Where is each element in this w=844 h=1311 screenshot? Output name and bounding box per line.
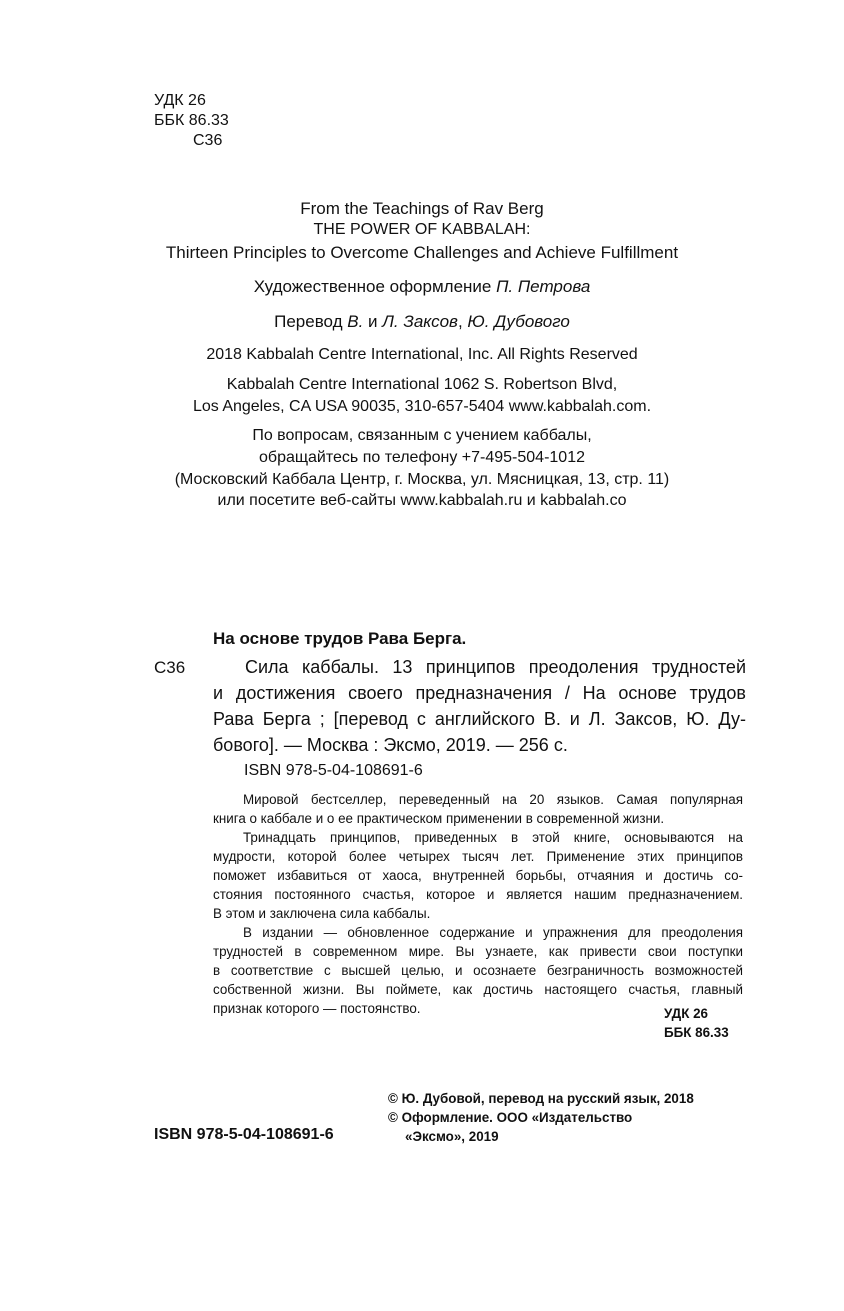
contact-line-1: По вопросам, связанным с учением каббалы, [252, 427, 592, 444]
original-author-line: From the Teachings of Rav Berg [300, 199, 544, 218]
rights-reserved-line: 2018 Kabbalah Centre International, Inc. All Rights Reserved [206, 346, 638, 363]
footer-isbn: ISBN 978-5-04-108691-6 [154, 1126, 334, 1143]
designer-name: П. Петрова [496, 277, 591, 296]
translator-3: Ю. Дубового [467, 312, 570, 331]
annotation-line: поможет избавиться от хаоса, внутренней борьбы, отчаяния и достичь со- [213, 868, 743, 883]
original-title-line: THE POWER OF KABBALAH: [313, 221, 531, 238]
footer-copyright-2: © Оформление. ООО «Издательство [388, 1110, 633, 1125]
bbk-code: ББК 86.33 [154, 112, 229, 129]
annotation-line: собственной жизни. Вы поймете, как достичь настоящего счастья, главный [213, 982, 743, 997]
address-line-2: Los Angeles, CA USA 90035, 310-657-5404 www.kabbalah.com. [192, 398, 652, 415]
translation-and: и [363, 312, 383, 331]
annotation-line: признак которого — постоянство. [213, 1001, 421, 1016]
annotation-line: Тринадцать принципов, приведенных в этой книге, основываются на [243, 830, 743, 845]
catalog-entry-line: и достижения своего предназначения / На основе трудов [213, 683, 746, 703]
catalog-heading: На основе трудов Рава Берга. [213, 629, 467, 648]
annotation-line: стояния постоянного счастья, которое и является нашим предназначением. [213, 887, 743, 902]
footer-copyright-1: © Ю. Дубовой, перевод на русский язык, 2018 [388, 1091, 694, 1106]
translation-comma: , [457, 312, 468, 331]
bottom-bbk-code: ББК 86.33 [664, 1025, 729, 1040]
footer-copyright-3: «Эксмо», 2019 [405, 1129, 499, 1144]
translator-2: Л. Заксов [382, 312, 458, 331]
author-mark: С36 [193, 132, 223, 149]
annotation-line: В издании — обновленное содержание и упражнения для преодоления [243, 925, 743, 940]
udk-code: УДК 26 [154, 92, 206, 109]
annotation-line: мудрости, которой более четырех тысяч лет. Применение этих принципов [213, 849, 743, 864]
original-subtitle-line: Thirteen Principles to Overcome Challenges and Achieve Fulfillment [165, 243, 679, 262]
catalog-entry-line: Сила каббалы. 13 принципов преодоления трудностей [245, 657, 746, 677]
catalog-entry-line: бового]. — Москва : Эксмо, 2019. — 256 с. [213, 735, 568, 755]
design-credit [0, 276, 844, 298]
translator-1: В. [347, 312, 364, 331]
annotation-line: в соответствие с высшей целью, и осознаете безграничность возможностей [213, 963, 743, 978]
translation-credit [0, 311, 844, 333]
annotation-line: трудностей в современном мире. Вы узнаете, как привести свои поступки [213, 944, 743, 959]
design-credit-prefix: Художественное оформление [253, 277, 497, 296]
contact-line-2: обращайтесь по телефону +7-495-504-1012 [259, 449, 585, 466]
translation-prefix: Перевод [274, 312, 348, 331]
catalog-isbn: ISBN 978-5-04-108691-6 [244, 762, 423, 779]
contact-line-3: (Московский Каббала Центр, г. Москва, ул. Мясницкая, 13, стр. 11) [174, 471, 670, 488]
annotation-line: Мировой бестселлер, переведенный на 20 языков. Самая популярная [243, 792, 743, 807]
annotation-line: книга о каббале и о ее практическом применении в современной жизни. [213, 811, 665, 826]
address-line-1: Kabbalah Centre International 1062 S. Robertson Blvd, [226, 376, 618, 393]
catalog-mark: С36 [154, 658, 186, 677]
bottom-udk-code: УДК 26 [664, 1006, 708, 1021]
catalog-entry-line: Рава Берга ; [перевод с английского В. и Л. Заксов, Ю. Ду- [213, 709, 746, 729]
contact-line-4: или посетите веб-сайты www.kabbalah.ru и kabbalah.co [217, 492, 627, 509]
annotation-line: В этом и заключена сила каббалы. [213, 906, 431, 921]
